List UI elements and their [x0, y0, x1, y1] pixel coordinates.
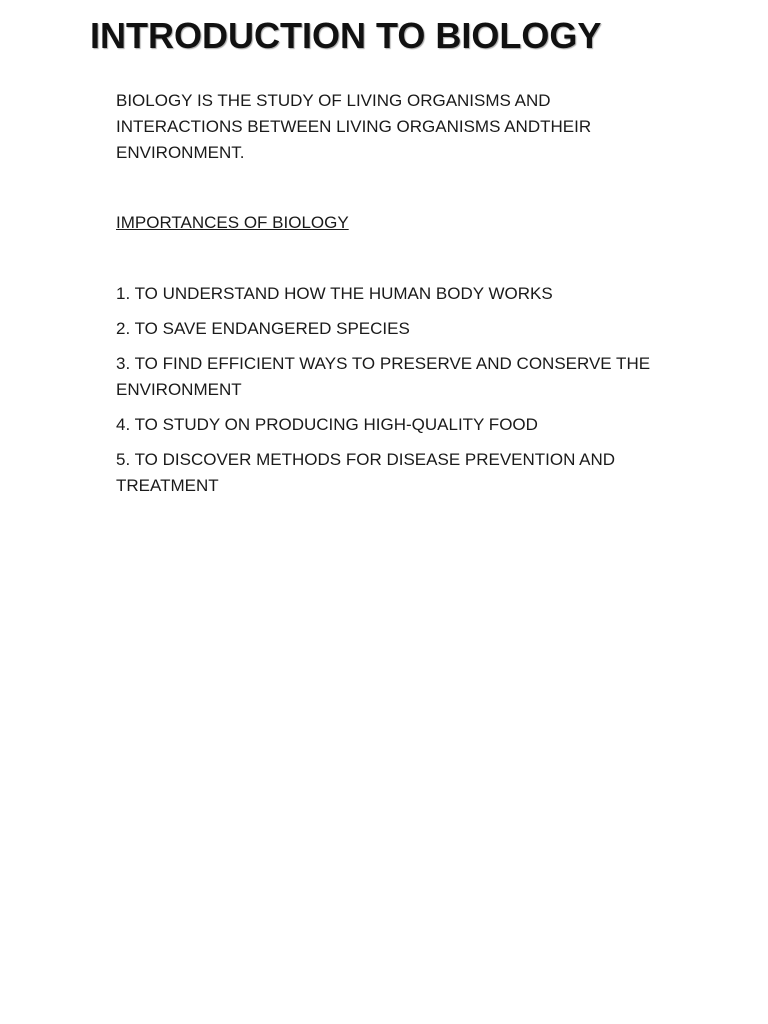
page-title: INTRODUCTION TO BIOLOGY: [90, 15, 602, 56]
document-body: [116, 88, 676, 508]
list-item: 1. TO UNDERSTAND HOW THE HUMAN BODY WORKS: [116, 284, 553, 303]
list-item: 3. TO FIND EFFICIENT WAYS TO PRESERVE AND CONSERVE THE ENVIRONMENT: [116, 354, 651, 399]
list-item: 4. TO STUDY ON PRODUCING HIGH-QUALITY FOOD: [116, 415, 538, 434]
importances-list: [116, 281, 676, 499]
section-heading: IMPORTANCES OF BIOLOGY: [116, 213, 349, 232]
list-item: 2. TO SAVE ENDANGERED SPECIES: [116, 319, 410, 338]
list-item: 5. TO DISCOVER METHODS FOR DISEASE PREVENTION AND TREATMENT: [116, 450, 616, 495]
intro-paragraph: BIOLOGY IS THE STUDY OF LIVING ORGANISMS AND INTERACTIONS BETWEEN LIVING ORGANISMS ANDTHEIR ENVIRONMENT.: [116, 91, 592, 162]
